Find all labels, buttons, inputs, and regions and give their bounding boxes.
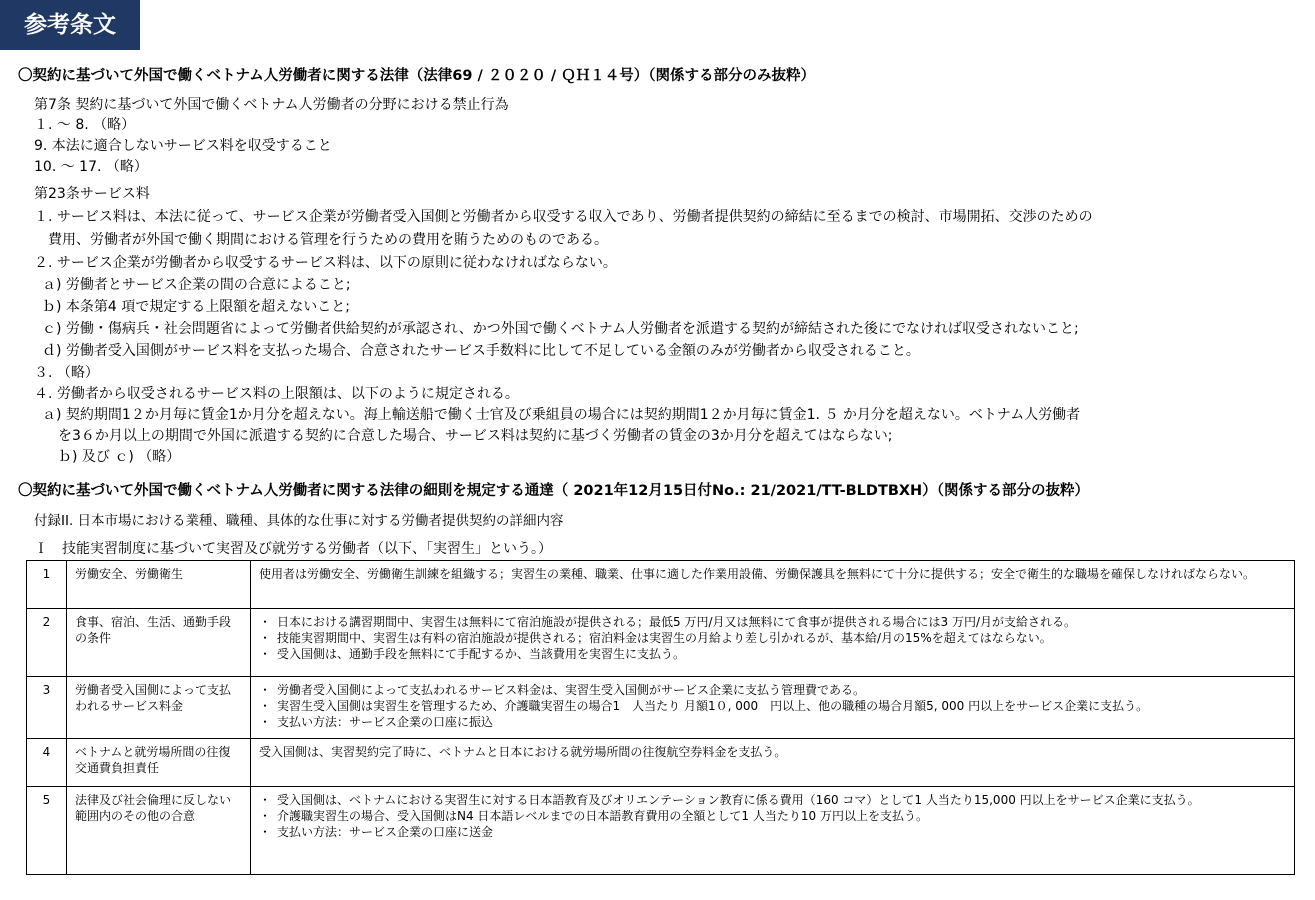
article-23-clause-2d: ｄ) 労働者受入国側がサービス料を支払った場合、合意されたサービス手数料に比して不足している金額のみが労働者から収受されること。 (42, 343, 920, 359)
row-number: 1 (27, 561, 67, 609)
bullet-icon: ・ (259, 809, 272, 823)
bullet-icon: ・ (259, 825, 272, 839)
bullet-item: ・ 受入国側は、ベトナムにおける実習生に対する日本語教育及びオリエンテーション教育に係る費用（160 コマ）として1 人当たり15,000 円以上をサービス企業に支払う。 (259, 793, 1200, 807)
bullet-icon: ・ (259, 631, 272, 645)
section-1-title: 〇契約に基づいて外国で働くベトナム人労働者に関する法律（法律69 / ２０２０ / ＱＨ１４号）（関係する部分のみ抜粋） (18, 68, 815, 84)
article-7-heading: 第7条 契約に基づいて外国で働くベトナム人労働者の分野における禁止行為 (34, 97, 509, 113)
bullet-icon: ・ (259, 699, 272, 713)
table-row (27, 739, 1295, 787)
article-23-clause-2: ２. サービス企業が労働者から収受するサービス料は、以下の原則に従わなければならない。 (34, 255, 617, 271)
row-category: 労働者受入国側によって支払われるサービス料金 (67, 677, 251, 739)
row-content (251, 609, 1295, 677)
row-number: 2 (27, 609, 67, 677)
row-content (251, 677, 1295, 739)
article-23-clause-1: １. サービス料は、本法に従って、サービス企業が労働者受入国側と労働者から収受する収入であり、労働者提供契約の締結に至るまでの検討、市場開拓、交渉のための (34, 209, 1093, 225)
article-23-clause-1-cont: 費用、労働者が外国で働く期間における管理を行うための費用を賄うためのものである。 (48, 232, 608, 248)
article-23-clause-4a: ａ) 契約期間1２か月毎に賃金1か月分を超えない。海上輸送船で働く士官及び乗組員の場合には契約期間1２か月毎に賃金1. ５ か月分を超えない。ベトナム人労働者 (42, 407, 1081, 423)
page-banner: 参考条文 (0, 0, 140, 50)
bullet-icon: ・ (259, 647, 272, 661)
bullet-item: ・ 実習生受入国側は実習生を管理するため、介護職実習生の場合1 人当たり 月額1０, 000 円以上、他の職種の場合月額5, 000 円以上をサービス企業に支払う。 (259, 699, 1149, 713)
bullet-icon: ・ (259, 715, 272, 729)
article-23-clause-4: ４. 労働者から収受されるサービス料の上限額は、以下のように規定される。 (34, 386, 519, 402)
article-23-clause-2c: ｃ) 労働・傷病兵・社会問題省によって労働者供給契約が承認され、かつ外国で働くベトナム人労働者を派遣する契約が締結された後にでなければ収受されないこと; (42, 321, 1079, 337)
row-content: 受入国側は、実習契約完了時に、ベトナムと日本における就労場所間の往復航空券料金を支払う。 (251, 739, 1295, 787)
row-category: 労働安全、労働衛生 (67, 561, 251, 609)
bullet-item: ・ 支払い方法：サービス企業の口座に振込 (259, 715, 494, 729)
bullet-icon: ・ (259, 683, 272, 697)
row-number: 5 (27, 787, 67, 875)
row-content: 使用者は労働安全、労働衛生訓練を組織する；実習生の業種、職業、仕事に適した作業用設備、労働保護具を無料にて十分に提供する；安全で衛生的な職場を確保しなければならない。 (251, 561, 1295, 609)
table-row (27, 787, 1295, 875)
bullet-icon: ・ (259, 793, 272, 807)
row-content (251, 787, 1295, 875)
bullet-item: ・ 労働者受入国側によって支払われるサービス料金は、実習生受入国側がサービス企業に支払う管理費である。 (259, 683, 866, 697)
bullet-icon: ・ (259, 615, 272, 629)
article-23-clause-4a-cont: を3６か月以上の期間で外国に派遣する契約に合意した場合、サービス料は契約に基づく労働者の賃金の3か月分を超えてはならない; (58, 428, 893, 444)
contract-details-table (26, 560, 1295, 875)
table-row (27, 561, 1295, 609)
row-number: 3 (27, 677, 67, 739)
row-number: 4 (27, 739, 67, 787)
row-category: ベトナムと就労場所間の往復交通費負担責任 (67, 739, 251, 787)
row-category: 食事、宿泊、生活、通勤手段の条件 (67, 609, 251, 677)
bullet-item: ・ 介護職実習生の場合、受入国側はN4 日本語レベルまでの日本語教育費用の全額として1 人当たり10 万円以上を支払う。 (259, 809, 928, 823)
article-23-clause-2a: ａ) 労働者とサービス企業の間の合意によること; (42, 277, 351, 293)
article-23-clause-2b: ｂ) 本条第4 項で規定する上限額を超えないこと; (42, 299, 350, 315)
article-23-clause-4bc: ｂ) 及び ｃ) （略） (58, 449, 181, 465)
table-subheading: Ｉ 技能実習制度に基づいて実習及び就労する労働者（以下、「実習生」という。） (34, 541, 552, 557)
table-row (27, 609, 1295, 677)
section-2-title: 〇契約に基づいて外国で働くベトナム人労働者に関する法律の細則を規定する通達（ 2021年12月15日付No.: 21/2021/TT-BLDTBXH）（関係する部分の抜粋） (18, 483, 1089, 499)
bullet-item: ・ 受入国側は、通勤手段を無料にて手配するか、当該費用を実習生に支払う。 (259, 647, 686, 661)
appendix-heading: 付録II. 日本市場における業種、職種、具体的な仕事に対する労働者提供契約の詳細内容 (34, 513, 564, 529)
article-7-item-10-17: 10. ～ 17. （略） (34, 159, 148, 175)
bullet-item: ・ 支払い方法：サービス企業の口座に送金 (259, 825, 494, 839)
article-23-clause-3: ３. （略） (34, 365, 99, 381)
table-row (27, 677, 1295, 739)
article-7-item-1-8: １. ～ 8. （略） (34, 117, 136, 133)
bullet-item: ・ 技能実習期間中、実習生は有料の宿泊施設が提供される；宿泊料金は実習生の月給より差し引かれるが、基本給/月の15%を超えてはならない。 (259, 631, 1052, 645)
bullet-item: ・ 日本における講習期間中、実習生は無料にて宿泊施設が提供される；最低5 万円/月又は無料にて食事が提供される場合には3 万円/月が支給される。 (259, 615, 1076, 629)
article-23-heading: 第23条サービス料 (34, 186, 150, 202)
article-7-item-9: 9. 本法に適合しないサービス料を収受すること (34, 138, 332, 154)
row-category: 法律及び社会倫理に反しない範囲内のその他の合意 (67, 787, 251, 875)
